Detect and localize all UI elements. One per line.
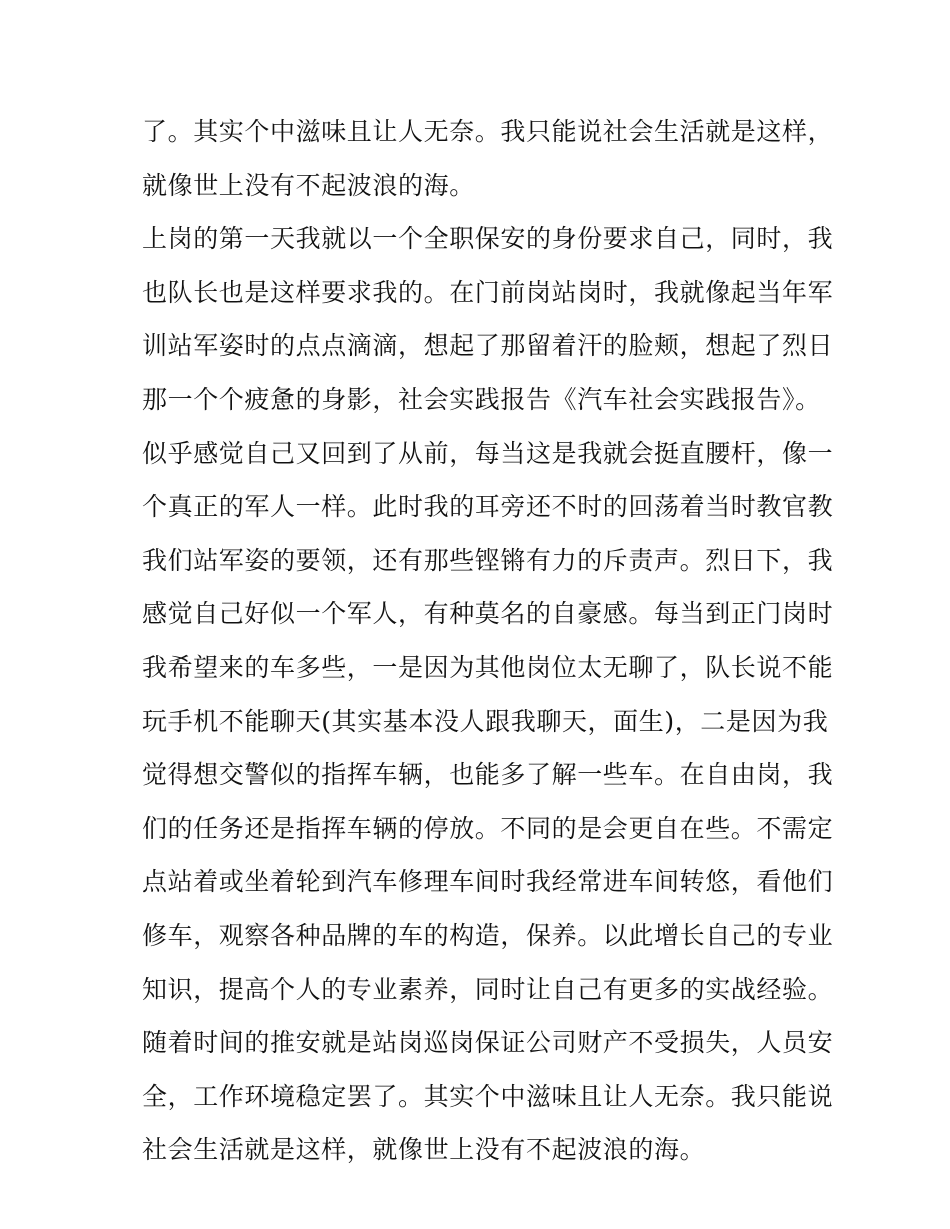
text-line: 我希望来的车多些，一是因为其他岗位太无聊了，队长说不能: [142, 652, 834, 682]
text-line: 社会生活就是这样，就像世上没有不起波浪的海。: [142, 1135, 706, 1165]
body-text: [142, 105, 834, 1177]
text-line: 也队长也是这样要求我的。在门前岗站岗时，我就像起当年军: [142, 277, 834, 307]
text-line: 训站军姿时的点点滴滴，想起了那留着汗的脸颊，想起了烈日: [142, 331, 834, 361]
text-line: 我们站军姿的要领，还有那些铿锵有力的斥责声。烈日下，我: [142, 545, 834, 575]
text-line: 就像世上没有不起波浪的海。: [142, 170, 475, 200]
text-line: 知识，提高个人的专业素养，同时让自己有更多的实战经验。: [142, 974, 834, 1004]
text-line: 觉得想交警似的指挥车辆，也能多了解一些车。在自由岗，我: [142, 760, 834, 790]
text-line: 全，工作环境稳定罢了。其实个中滋味且让人无奈。我只能说: [142, 1081, 834, 1111]
text-line: 上岗的第一天我就以一个全职保安的身份要求自己，同时，我: [142, 224, 834, 254]
text-line: 随着时间的推安就是站岗巡岗保证公司财产不受损失，人员安: [142, 1028, 834, 1058]
text-line: 个真正的军人一样。此时我的耳旁还不时的回荡着当时教官教: [142, 492, 834, 522]
text-line: 玩手机不能聊天(其实基本没人跟我聊天，面生)，二是因为我: [142, 706, 829, 736]
text-line: 那一个个疲惫的身影，社会实践报告《汽车社会实践报告》。: [142, 384, 821, 414]
text-line: 修车，观察各种品牌的车的构造，保养。以此增长自己的专业: [142, 920, 834, 950]
text-line: 点站着或坐着轮到汽车修理车间时我经常进车间转悠，看他们: [142, 867, 834, 897]
text-line: 们的任务还是指挥车辆的停放。不同的是会更自在些。不需定: [142, 813, 834, 843]
text-line: 似乎感觉自己又回到了从前，每当这是我就会挺直腰杆，像一: [142, 438, 834, 468]
text-line: 了。其实个中滋味且让人无奈。我只能说社会生活就是这样，: [142, 117, 834, 146]
text-line: 感觉自己好似一个军人，有种莫名的自豪感。每当到正门岗时: [142, 599, 834, 629]
